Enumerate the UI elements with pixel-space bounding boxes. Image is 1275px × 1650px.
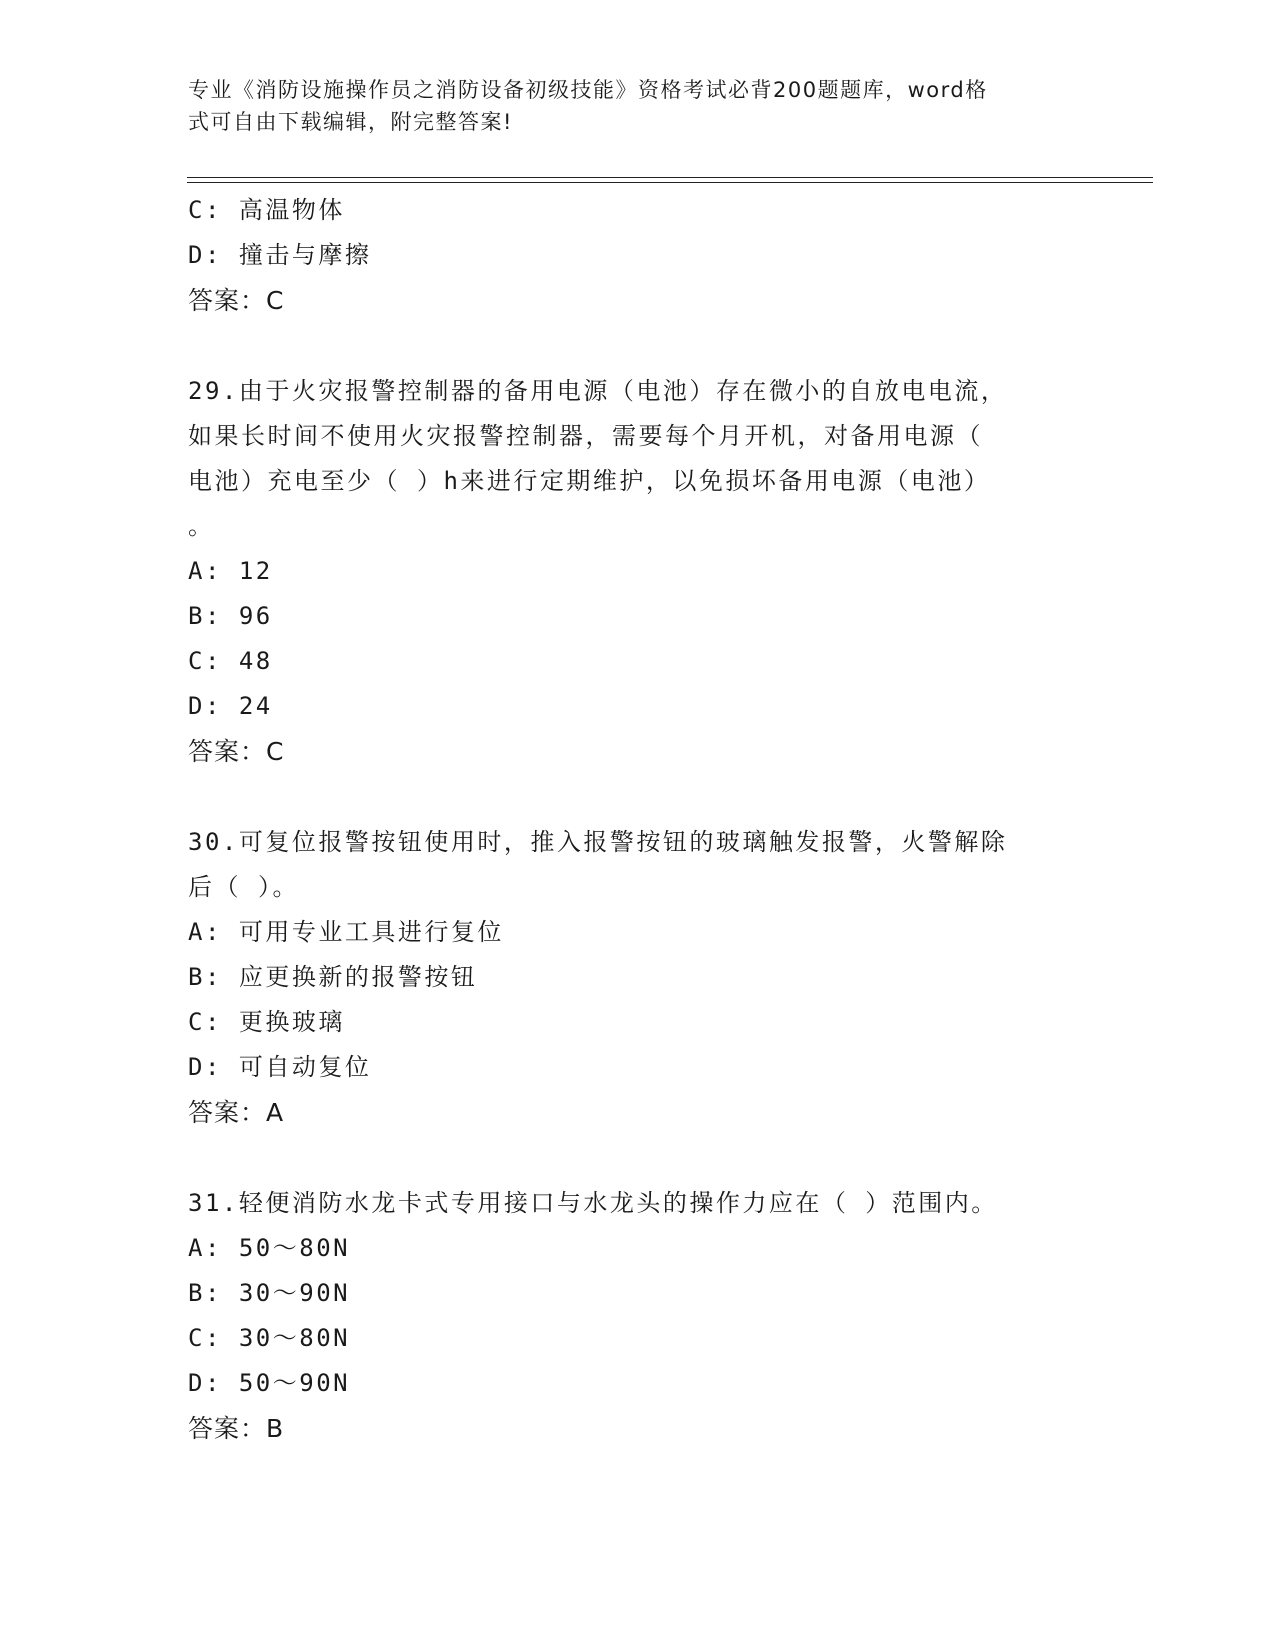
option-b: B: 30～90N (188, 1279, 351, 1307)
question-28-continued (188, 188, 1088, 323)
option-a: A: 50～80N (188, 1234, 351, 1262)
question-stem-line: 如果长时间不使用火灾报警控制器，需要每个月开机，对备用电源（ (188, 422, 983, 450)
header-divider-top (187, 177, 1153, 178)
option-d: D: 可自动复位 (188, 1053, 372, 1081)
question-stem-line: 。 (188, 512, 215, 540)
question-stem-line: 后（ ）。 (188, 873, 299, 901)
answer-line: 答案：C (188, 737, 285, 766)
question-stem-line: 30.可复位报警按钮使用时，推入报警按钮的玻璃触发报警，火警解除 (188, 828, 1008, 856)
question-stem-line: 电池）充电至少（ ）h来进行定期维护，以免损坏备用电源（电池） (188, 467, 991, 495)
header-title-line-1: 专业《消防设施操作员之消防设备初级技能》资格考试必背200题题库，word格 (188, 78, 988, 102)
option-d: D: 撞击与摩擦 (188, 241, 372, 269)
option-d: D: 24 (188, 692, 273, 720)
answer-line: 答案：B (188, 1414, 285, 1443)
question-31 (188, 1181, 1088, 1451)
option-c: C: 高温物体 (188, 196, 345, 224)
question-29 (188, 369, 1088, 774)
option-c: C: 更换玻璃 (188, 1008, 345, 1036)
header-title-line-2: 式可自由下载编辑，附完整答案! (188, 110, 513, 134)
question-stem-line: 31.轻便消防水龙卡式专用接口与水龙头的操作力应在（ ）范围内。 (188, 1189, 998, 1217)
option-b: B: 应更换新的报警按钮 (188, 963, 478, 991)
option-c: C: 30～80N (188, 1324, 351, 1352)
answer-line: 答案：A (188, 1098, 285, 1127)
question-stem-line: 29.由于火灾报警控制器的备用电源（电池）存在微小的自放电电流， (188, 377, 1008, 405)
header-divider-bottom (187, 182, 1153, 183)
answer-line: 答案：C (188, 286, 285, 315)
question-list (188, 188, 1088, 1451)
option-a: A: 12 (188, 557, 273, 585)
question-30 (188, 820, 1088, 1135)
option-b: B: 96 (188, 602, 273, 630)
document-header (188, 74, 1068, 138)
option-a: A: 可用专业工具进行复位 (188, 918, 504, 946)
option-c: C: 48 (188, 647, 273, 675)
option-d: D: 50～90N (188, 1369, 351, 1397)
